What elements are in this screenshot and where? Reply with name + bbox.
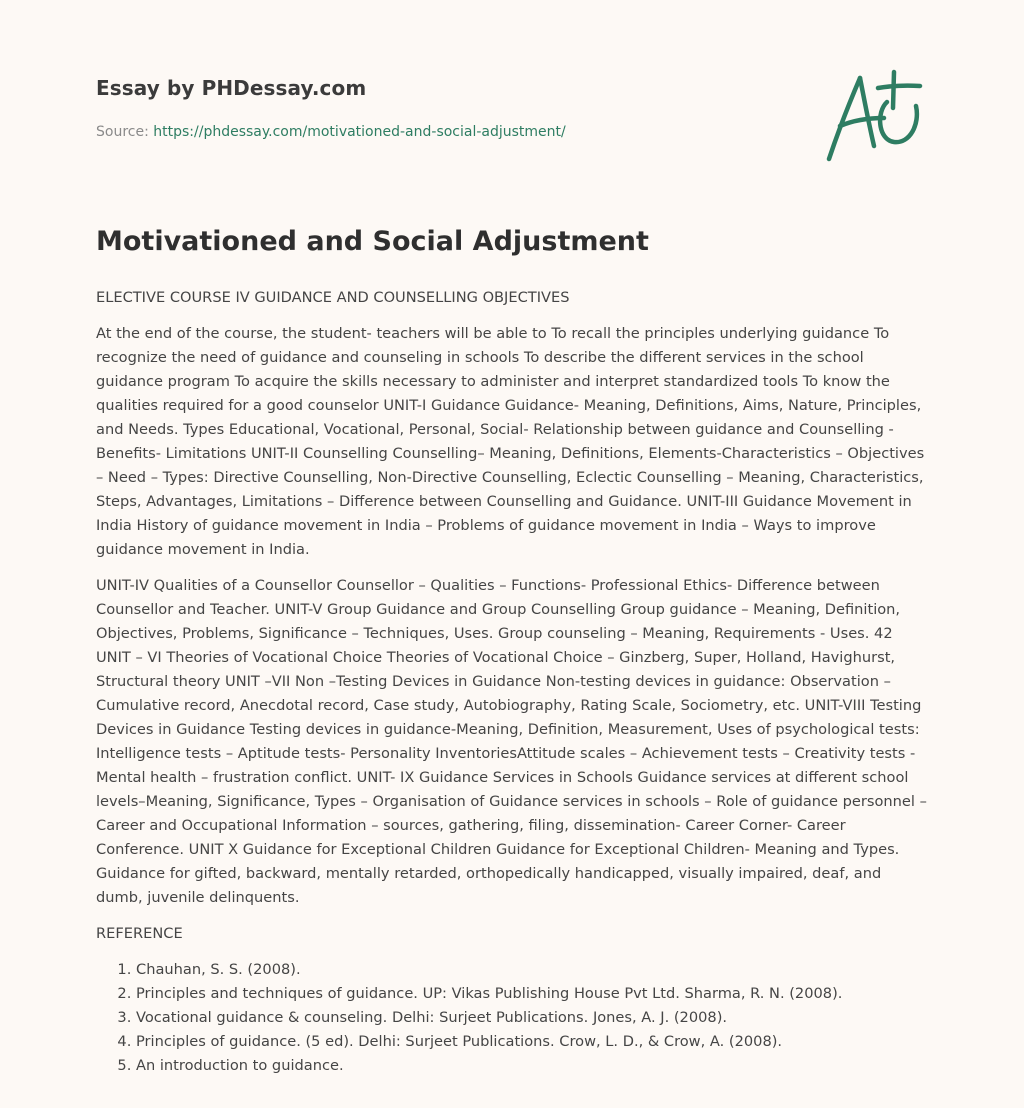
reference-item: 4. Principles of guidance. (5 ed). Delhi: Surjeet Publications. Crow, L. D., & Crow, A. (2008). bbox=[136, 1030, 930, 1054]
reference-list bbox=[96, 958, 930, 1078]
reference-heading: REFERENCE bbox=[96, 925, 183, 942]
essay-subtitle: ELECTIVE COURSE IV GUIDANCE AND COUNSELLING OBJECTIVES bbox=[96, 289, 570, 306]
reference-item: 3. Vocational guidance & counseling. Delhi: Surjeet Publications. Jones, A. J. (2008). bbox=[136, 1006, 930, 1030]
essay-title: Motivationed and Social Adjustment bbox=[96, 226, 649, 257]
essay-body bbox=[96, 286, 930, 1078]
reference-item: 2. Principles and techniques of guidance. UP: Vikas Publishing House Pvt Ltd. Sharma, R. N. (2008). bbox=[136, 982, 930, 1006]
essay-paragraph-2: UNIT-IV Qualities of a Counsellor Counsellor – Qualities – Functions- Professional Ethics- Difference between Counsellor and Teacher. UNIT-V Group Guidance and Group Counselling Group guidance – Meaning, Definition, Objectives, Problems, Significance – Techniques, Uses. Group counseling – Meaning, Requirements - Uses. 42 UNIT – VI Theories of Vocational Choice Theories of Vocational Choice – Ginzberg, Super, Holland, Havighurst, Structural theory UNIT –VII Non –Testing Devices in Guidance Non-testing devices in guidance: Observation – Cumulative record, Anecdotal record, Case study, Autobiography, Rating Scale, Sociometry, etc. UNIT-VIII Testing Devices in Guidance Testing devices in guidance-Meaning, Definition, Measurement, Uses of psychological tests: Intelligence tests – Aptitude tests- Personality InventoriesAttitude scales – Achievement tests – Creativity tests -Mental health – frustration conflict. UNIT- IX Guidance Services in Schools Guidance services at different school levels–Meaning, Significance, Types – Organisation of Guidance services in schools – Role of guidance personnel – Career and Occupational Information – sources, gathering, filing, dissemination- Career Corner- Career Conference. UNIT X Guidance for Exceptional Children Guidance for Exceptional Children- Meaning and Types. Guidance for gifted, backward, mentally retarded, orthopedically handicapped, visually impaired, deaf, and dumb, juvenile delinquents. bbox=[96, 577, 927, 906]
reference-item: 1. Chauhan, S. S. (2008). bbox=[136, 958, 930, 982]
source-link[interactable]: https://phdessay.com/motivationed-and-social-adjustment/ bbox=[153, 124, 566, 140]
site-title: Essay by PHDessay.com bbox=[96, 76, 367, 100]
a-plus-logo-icon bbox=[824, 68, 924, 164]
reference-item: 5. An introduction to guidance. bbox=[136, 1054, 930, 1078]
source-line bbox=[96, 124, 566, 140]
essay-paragraph-1: At the end of the course, the student- teachers will be able to To recall the principles underlying guidance To recognize the need of guidance and counseling in schools To describe the different services in the school guidance program To acquire the skills necessary to administer and interpret standardized tools To know the qualities required for a good counselor UNIT-I Guidance Guidance- Meaning, Definitions, Aims, Nature, Principles, and Needs. Types Educational, Vocational, Personal, Social- Relationship between guidance and Counselling -Benefits- Limitations UNIT-II Counselling Counselling– Meaning, Definitions, Elements-Characteristics – Objectives – Need – Types: Directive Counselling, Non-Directive Counselling, Eclectic Counselling – Meaning, Characteristics, Steps, Advantages, Limitations – Difference between Counselling and Guidance. UNIT-III Guidance Movement in India History of guidance movement in India – Problems of guidance movement in India – Ways to improve guidance movement in India. bbox=[96, 325, 925, 558]
source-label: Source: bbox=[96, 124, 154, 140]
